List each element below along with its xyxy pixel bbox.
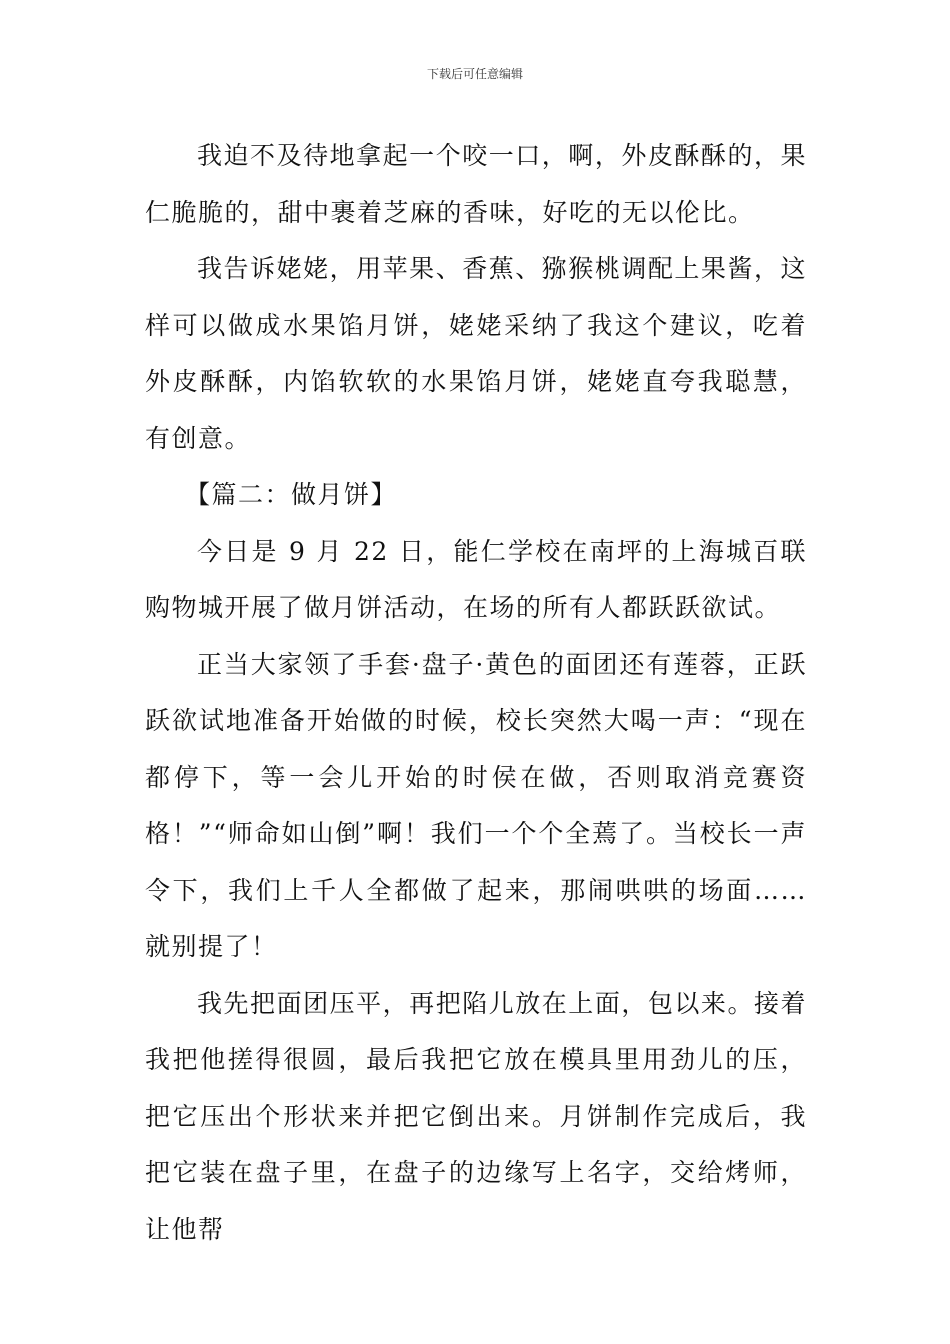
- paragraph-event-intro: 今日是 9 月 22 日，能仁学校在南坪的上海城百联购物城开展了做月饼活动，在场的所有人都跃跃欲试。: [145, 536, 807, 622]
- document-body: [145, 128, 807, 1258]
- paragraph-eating-mooncake: 我迫不及待地拿起一个咬一口，啊，外皮酥酥的，果仁脆脆的，甜中裹着芝麻的香味，好吃的无以伦比。: [145, 141, 807, 227]
- paragraph-fruit-filling-idea: 我告诉姥姥，用苹果、香蕉、猕猴桃调配上果酱，这样可以做成水果馅月饼，姥姥采纳了我这个建议，吃着外皮酥酥，内馅软软的水果馅月饼，姥姥直夸我聪慧，有创意。: [145, 254, 807, 453]
- section-heading: 【篇二：做月饼】: [185, 480, 398, 509]
- paragraph-principal-order: 正当大家领了手套·盘子·黄色的面团还有莲蓉，正跃跃欲试地准备开始做的时候，校长突然大喝一声：“现在都停下，等一会儿开始的时侯在做，否则取消竞赛资格！”“师命如山倒”啊！我们一个个全蔫了。当校长一声令下，我们上千人全都做了起来，那闹哄哄的场面……就别提了！: [145, 649, 807, 961]
- page-header-note: 下载后可任意编辑: [426, 67, 523, 81]
- paragraph-making-steps: 我先把面团压平，再把陷儿放在上面，包以来。接着我把他搓得很圆，最后我把它放在模具里用劲儿的压，把它压出个形状来并把它倒出来。月饼制作完成后，我把它装在盘子里，在盘子的边缘写上名字，交给烤师，让他帮: [145, 988, 807, 1244]
